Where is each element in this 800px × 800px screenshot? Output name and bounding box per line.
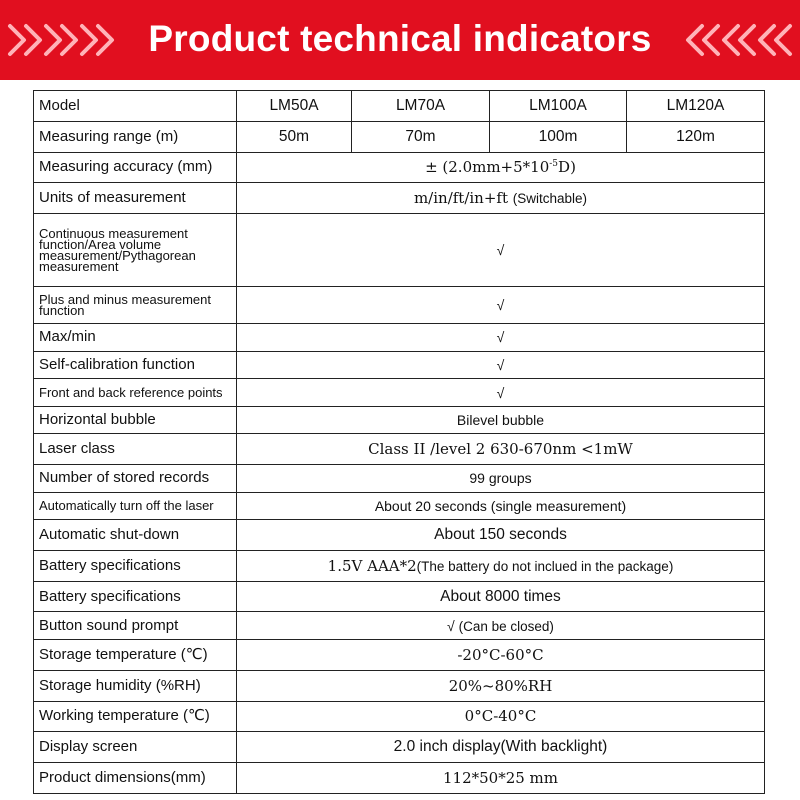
row-label: Measuring accuracy (mm): [34, 152, 237, 183]
value-cell: [237, 183, 765, 214]
table-row: [34, 670, 765, 701]
check-cell: √: [237, 351, 765, 379]
table-row: [34, 91, 765, 122]
page-title: Product technical indicators: [148, 18, 652, 59]
value-cell: About 150 seconds: [237, 520, 765, 551]
check-cell: √: [237, 324, 765, 352]
row-label: Storage temperature (℃): [34, 639, 237, 670]
table-row: [34, 465, 765, 493]
value-cell: -20°C-60°C: [237, 639, 765, 670]
table-row: [34, 763, 765, 794]
value-cell: Bilevel bubble: [237, 406, 765, 434]
accuracy-suffix: D): [558, 158, 576, 177]
value-cell: 0°C-40°C: [237, 701, 765, 732]
row-label: Max/min: [34, 324, 237, 352]
table-row: [34, 286, 765, 323]
row-label: Battery specifications: [34, 581, 237, 612]
table-row: [34, 701, 765, 732]
value-cell: [237, 612, 765, 640]
value-cell: About 8000 times: [237, 581, 765, 612]
check-mark: √: [447, 617, 455, 634]
value-note: (The battery do not inclued in the package): [416, 558, 674, 574]
spec-table: [33, 90, 765, 794]
row-label: Automatically turn off the laser: [34, 492, 237, 520]
table-row: [34, 434, 765, 465]
row-label: Working temperature (℃): [34, 701, 237, 732]
table-row: [34, 581, 765, 612]
model-cell: LM120A: [627, 91, 765, 122]
check-cell: √: [237, 379, 765, 407]
value-cell: 99 groups: [237, 465, 765, 493]
row-label: Continuous measurement function/Area volume measurement/Pythagorean measurement: [34, 214, 237, 287]
table-row: [34, 550, 765, 581]
range-cell: 70m: [352, 121, 490, 152]
table-row: [34, 183, 765, 214]
value-cell: 2.0 inch display(With backlight): [237, 732, 765, 763]
table-row: [34, 492, 765, 520]
row-label: Button sound prompt: [34, 612, 237, 640]
row-label: Automatic shut-down: [34, 520, 237, 551]
table-row: [34, 152, 765, 183]
value-cell: [237, 550, 765, 581]
table-row: [34, 520, 765, 551]
row-label: Front and back reference points: [34, 379, 237, 407]
range-cell: 100m: [490, 121, 627, 152]
row-label: Storage humidity (%RH): [34, 670, 237, 701]
check-cell: √: [237, 286, 765, 323]
value-cell: About 20 seconds (single measurement): [237, 492, 765, 520]
accuracy-exponent: -5: [549, 159, 559, 170]
table-row: [34, 639, 765, 670]
value-text: m/in/ft/in+ft: [413, 189, 508, 208]
model-cell: LM70A: [352, 91, 490, 122]
row-label: Units of measurement: [34, 183, 237, 214]
range-cell: 50m: [237, 121, 352, 152]
value-cell: 112*50*25 mm: [237, 763, 765, 794]
range-cell: 120m: [627, 121, 765, 152]
table-row: [34, 379, 765, 407]
value-cell: [237, 152, 765, 183]
value-cell: Class II /level 2 630-670nm <1mW: [237, 434, 765, 465]
model-cell: LM50A: [237, 91, 352, 122]
row-label: Laser class: [34, 434, 237, 465]
row-label: Measuring range (m): [34, 121, 237, 152]
row-label: Product dimensions(mm): [34, 763, 237, 794]
value-text: 1.5V AAA*2: [327, 556, 417, 575]
table-row: [34, 406, 765, 434]
double-chevron-left-icon: [682, 22, 794, 58]
table-row: [34, 214, 765, 287]
value-cell: 20%~80%RH: [237, 670, 765, 701]
row-label: Model: [34, 91, 237, 122]
table-row: [34, 732, 765, 763]
row-label: Self-calibration function: [34, 351, 237, 379]
table-row: [34, 612, 765, 640]
row-label: Number of stored records: [34, 465, 237, 493]
row-label: Display screen: [34, 732, 237, 763]
table-row: [34, 351, 765, 379]
check-cell: √: [237, 214, 765, 287]
value-note: (Can be closed): [458, 618, 554, 634]
table-row: [34, 121, 765, 152]
accuracy-prefix: ± (2.0mm+5*10: [425, 158, 550, 177]
row-label: Horizontal bubble: [34, 406, 237, 434]
model-cell: LM100A: [490, 91, 627, 122]
table-row: [34, 324, 765, 352]
header-banner: [0, 0, 800, 80]
value-note: (Switchable): [512, 191, 588, 207]
row-label: Battery specifications: [34, 550, 237, 581]
row-label: Plus and minus measurement function: [34, 286, 237, 323]
